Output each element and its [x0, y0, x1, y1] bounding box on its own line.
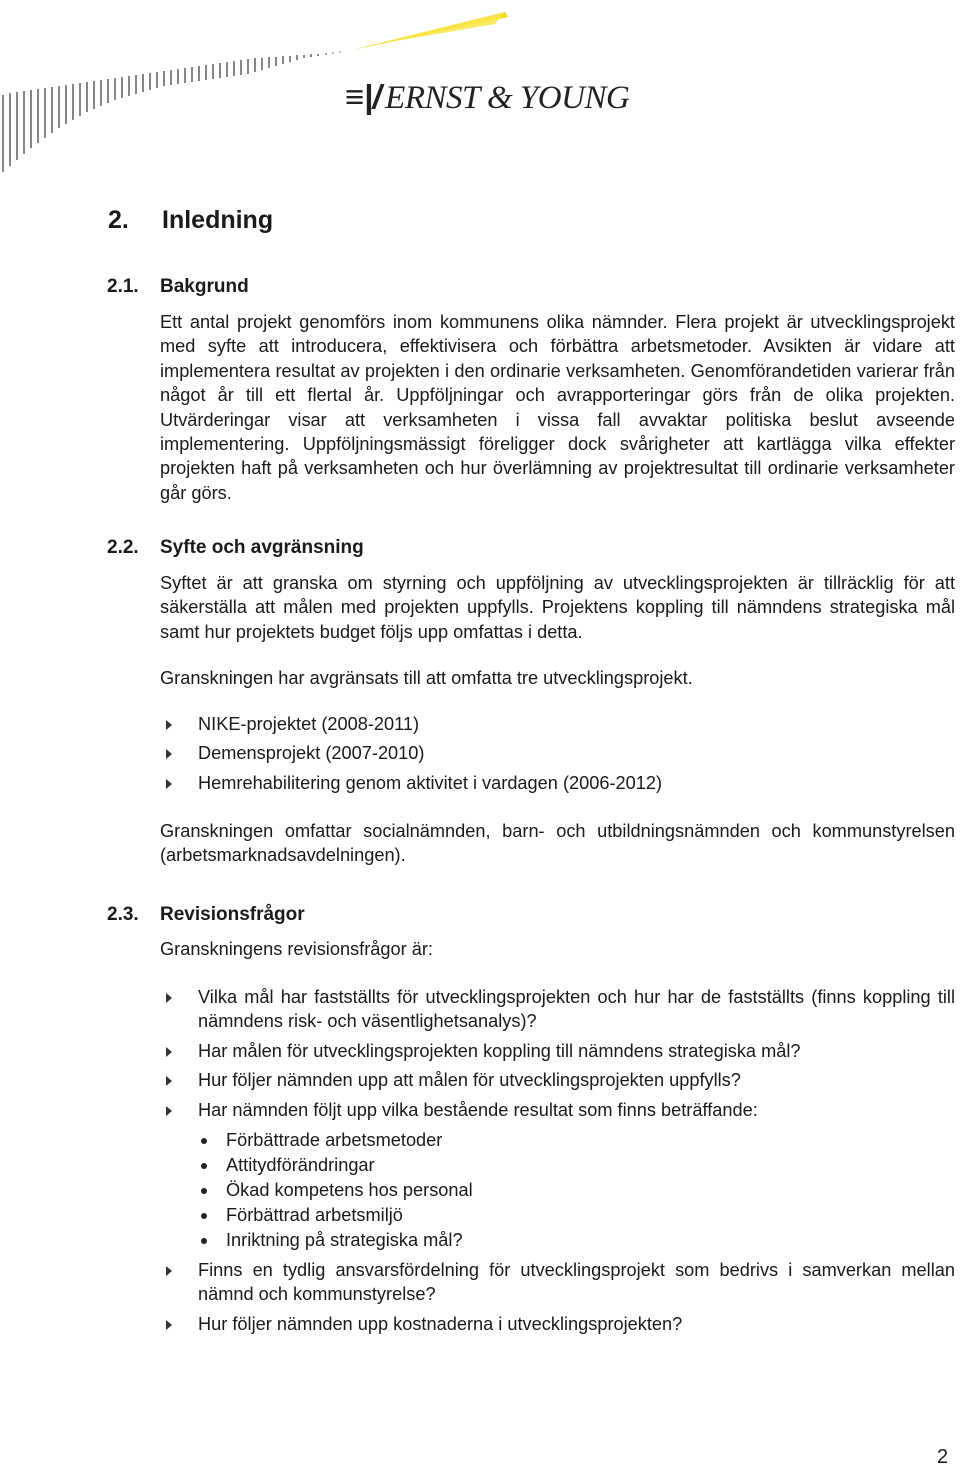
- scope-paragraph: Granskningen omfattar socialnämnden, barn- och utbildningsnämnden och kommunstyrelsen (arbetsmarknadsavdelningen).: [160, 821, 955, 866]
- bullet-dot-icon: [201, 1188, 207, 1194]
- arrow-bullet-icon: [166, 993, 172, 1003]
- section-title: Inledning: [162, 206, 274, 234]
- subsection-number: 2.1.: [107, 276, 139, 297]
- sub-list-item: Förbättrad arbetsmiljö: [198, 1203, 955, 1228]
- subsection-heading-syfte: [107, 537, 364, 559]
- sub-list-item: Förbättrade arbetsmetoder: [198, 1128, 955, 1153]
- arrow-bullet-icon: [166, 779, 172, 789]
- bullet-dot-icon: [201, 1163, 207, 1169]
- subsection-heading-revisionsfragor: [107, 904, 305, 926]
- revisionsfragor-intro: Granskningens revisionsfrågor är:: [160, 939, 433, 959]
- list-item: Finns en tydlig ansvarsfördelning för utvecklingsprojekt som bedrivs i samverkan mellan nämnd och kommunstyrelse?: [160, 1258, 955, 1307]
- list-item: Har målen för utvecklingsprojekten koppling till nämndens strategiska mål?: [160, 1039, 955, 1063]
- list-item: Demensprojekt (2007-2010): [160, 741, 955, 765]
- list-item: Vilka mål har fastställts för utvecklingsprojekten och hur har de fastställts (finns koppling till nämndens risk- och väsentlighetsanalys)?: [160, 985, 955, 1034]
- subsection-title: Bakgrund: [160, 276, 249, 297]
- arrow-bullet-icon: [166, 749, 172, 759]
- project-list: [160, 712, 955, 795]
- sub-list-item: Attitydförändringar: [198, 1153, 955, 1178]
- arrow-bullet-icon: [166, 1266, 172, 1276]
- bullet-dot-icon: [201, 1213, 207, 1219]
- result-sub-list: [198, 1128, 955, 1253]
- list-item: Hur följer nämnden upp att målen för utvecklingsprojekten uppfylls?: [160, 1068, 955, 1092]
- bullet-dot-icon: [201, 1238, 207, 1244]
- section-heading: [108, 206, 273, 235]
- subsection-title: Revisionsfrågor: [160, 904, 305, 925]
- arrow-bullet-icon: [166, 1047, 172, 1057]
- subsection-number: 2.3.: [107, 904, 139, 925]
- list-item: NIKE-projektet (2008-2011): [160, 712, 955, 736]
- list-item: Hur följer nämnden upp kostnaderna i utvecklingsprojekten?: [160, 1312, 955, 1336]
- subsection-heading-bakgrund: [107, 276, 249, 298]
- arrow-bullet-icon: [166, 1106, 172, 1116]
- logo-mark: ≡|/: [345, 78, 382, 115]
- list-item: Har nämnden följt upp vilka bestående resultat som finns beträffande: Förbättrade arbetsmetoder Attitydförändringar Ökad kompetens hos personal Förbättrad arbetsmiljö Inriktning på strategiska mål?: [160, 1098, 955, 1253]
- arrow-bullet-icon: [166, 1320, 172, 1330]
- avgransning-paragraph: Granskningen har avgränsats till att omfatta tre utvecklingsprojekt.: [160, 668, 693, 688]
- sub-list-item: Inriktning på strategiska mål?: [198, 1228, 955, 1253]
- list-item: Hemrehabilitering genom aktivitet i vardagen (2006-2012): [160, 771, 955, 795]
- arrow-bullet-icon: [166, 720, 172, 730]
- bakgrund-paragraph: Ett antal projekt genomförs inom kommunens olika nämnder. Flera projekt är utvecklingsprojekt med syfte att introducera, effektivisera och förbättra arbetsmetoder. Avsikten är vidare att implementera resultat av projekten i den ordinarie verksamheten. Genomförandetiden varierar från något år till ett flertal år. Uppföljningar och avrapporteringar görs från de olika projekten. Utvärderingar visar att verksamheten i vissa fall avvaktar politiska beslut avseende implementering. Uppföljningsmässigt föreligger dock svårigheter att kartlägga vilka effekter projekten haft på verksamheten och hur överlämning av projektresultat till ordinarie verksamheter går görs.: [160, 312, 955, 503]
- page-number: 2: [937, 1446, 949, 1468]
- subsection-title: Syfte och avgränsning: [160, 537, 364, 558]
- company-logo: [345, 78, 629, 117]
- section-number: 2.: [108, 206, 129, 234]
- syfte-paragraph: Syftet är att granska om styrning och uppföljning av utvecklingsprojekten är tillräcklig för att säkerställa att målen med projekten uppfylls. Projektens koppling till nämndens strategiska mål samt hur projektets budget följs upp omfattas i detta.: [160, 573, 955, 642]
- bullet-dot-icon: [201, 1138, 207, 1144]
- logo-wordmark: ERNST & YOUNG: [385, 80, 630, 116]
- arrow-bullet-icon: [166, 1076, 172, 1086]
- sub-list-item: Ökad kompetens hos personal: [198, 1178, 955, 1203]
- subsection-number: 2.2.: [107, 537, 139, 558]
- audit-question-list: [160, 985, 955, 1336]
